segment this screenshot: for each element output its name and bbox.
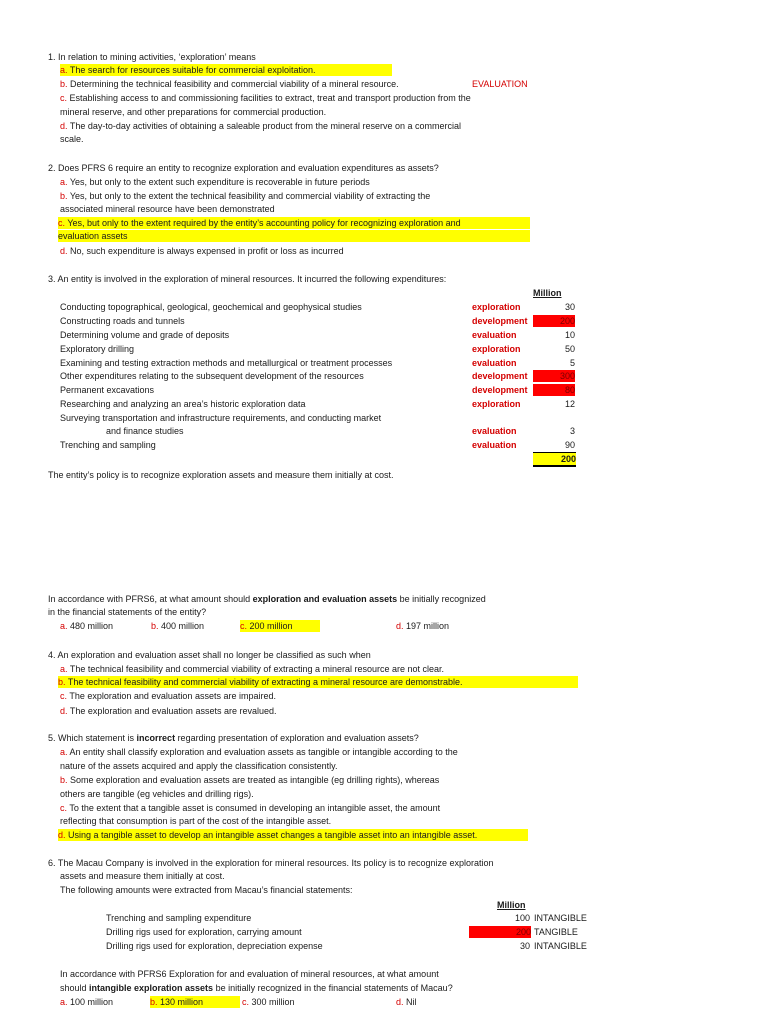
question-text: In accordance with PFRS6, at what amount should (48, 594, 253, 604)
q5-option-c-cont: reflecting that consumption is part of the cost of the intangible asset. (60, 816, 332, 826)
option-letter: b. (60, 79, 68, 89)
q2-option-c (58, 217, 530, 229)
q6-stem-cont: assets and measure them initially at cost. (60, 871, 225, 881)
option-letter: c. (58, 218, 66, 228)
option-text: Determining the technical feasibility and commercial viability of a mineral resource. (67, 79, 399, 89)
expense-tag: exploration (472, 302, 521, 312)
option-letter: a. (60, 65, 68, 75)
q4-option-c (60, 690, 276, 702)
option-text: To the extent that a tangible asset is consumed in developing an intangible asset, the amount (67, 803, 441, 813)
question-text: 5. Which statement is (48, 733, 137, 743)
option-text: Yes, but only to the extent the technical feasibility and commercial viability of extracting the (67, 191, 431, 201)
q4-option-b (58, 676, 578, 688)
expense-tag: evaluation (472, 426, 517, 436)
option-text: Using a tangible asset to develop an intangible asset changes a tangible asset into an intangible asset. (65, 830, 478, 840)
option-letter: a. (60, 664, 68, 674)
expense-amount: 80 (533, 384, 575, 396)
q5-option-a (60, 746, 458, 758)
option-text: The exploration and evaluation assets are revalued. (67, 706, 277, 716)
q3-option-b (151, 620, 204, 632)
expense-tag: evaluation (472, 358, 517, 368)
option-text: An entity shall classify exploration and evaluation assets as tangible or intangible according to the (67, 747, 458, 757)
question-bold: incorrect (136, 733, 176, 743)
option-letter: b. (150, 997, 158, 1007)
amount-value: 100 (514, 913, 530, 923)
expense-tag: exploration (472, 344, 521, 354)
option-text: The technical feasibility and commercial viability of extracting a mineral resource are not clear. (67, 664, 445, 674)
q3-option-c (240, 620, 320, 632)
option-text: 130 million (157, 997, 204, 1007)
option-letter: b. (58, 677, 66, 687)
option-text: The day-to-day activities of obtaining a saleable product from the mineral reserve on a commercial (67, 121, 462, 131)
option-letter: d. (396, 997, 404, 1007)
option-letter: d. (60, 246, 68, 256)
option-letter: b. (60, 191, 68, 201)
option-text: 400 million (158, 621, 205, 631)
option-text: No, such expenditure is always expensed in profit or loss as incurred (67, 246, 344, 256)
q3-option-a (60, 620, 113, 632)
q6-option-b (150, 996, 240, 1008)
amount-tag: INTANGIBLE (534, 941, 587, 951)
expense-amount: 10 (564, 330, 575, 340)
amount-value: 30 (519, 941, 530, 951)
q2-option-c-cont: evaluation assets (58, 230, 530, 242)
option-text: 200 million (247, 621, 293, 631)
amount-desc: Drilling rigs used for exploration, carrying amount (106, 927, 302, 937)
option-text: The technical feasibility and commercial viability of extracting a mineral resource are demonstrable. (65, 677, 463, 687)
option-letter: c. (60, 691, 68, 701)
amount-tag: INTANGIBLE (534, 913, 587, 923)
option-letter: d. (396, 621, 404, 631)
q5-option-c (60, 802, 440, 814)
q1-option-d-cont: scale. (60, 134, 84, 144)
expense-desc: Constructing roads and tunnels (60, 316, 185, 326)
q6-option-d (396, 996, 417, 1008)
q1-option-c-cont: mineral reserve, and other preparations for commercial production. (60, 107, 327, 117)
option-letter: a. (60, 177, 68, 187)
q2-option-d (60, 245, 344, 257)
expense-desc: Conducting topographical, geological, geochemical and geophysical studies (60, 302, 362, 312)
q4-stem: 4. An exploration and evaluation asset shall no longer be classified as such when (48, 650, 371, 660)
option-letter: a. (60, 621, 68, 631)
option-text: 100 million (67, 997, 114, 1007)
q3-question-cont: in the financial statements of the entity? (48, 607, 207, 617)
amount-tag: TANGIBLE (534, 927, 578, 937)
expense-tag: evaluation (472, 440, 517, 450)
expense-tag: development (472, 385, 528, 395)
option-text: 197 million (403, 621, 450, 631)
q6-stem: 6. The Macau Company is involved in the exploration for mineral resources. Its policy is to recognize exploration (48, 858, 494, 868)
q6-option-a (60, 996, 113, 1008)
q2-stem: 2. Does PFRS 6 require an entity to recognize exploration and evaluation expenditures as assets? (48, 163, 439, 173)
expense-amount: 5 (569, 358, 575, 368)
expense-desc: Trenching and sampling (60, 440, 156, 450)
option-text: The exploration and evaluation assets are impaired. (67, 691, 276, 701)
option-letter: a. (60, 747, 68, 757)
question-bold: intangible exploration assets (89, 983, 214, 993)
expense-desc: Surveying transportation and infrastructure requirements, and conducting market (60, 413, 382, 423)
option-letter: a. (60, 997, 68, 1007)
expense-tag: development (472, 371, 528, 381)
q1-option-d (60, 120, 461, 132)
question-text: regarding presentation of exploration and evaluation assets? (175, 733, 419, 743)
expense-desc: Permanent excavations (60, 385, 155, 395)
expense-amount: 50 (564, 344, 575, 354)
q1-b-note: EVALUATION (472, 79, 528, 89)
q5-option-b-cont: others are tangible (eg vehicles and drilling rigs). (60, 789, 254, 799)
question-text: should (60, 983, 90, 993)
q5-option-d (58, 829, 528, 841)
q3-stem: 3. An entity is involved in the exploration of mineral resources. It incurred the following expenditures: (48, 274, 447, 284)
q1-option-c (60, 92, 471, 104)
q5-option-a-cont: nature of the assets acquired and apply the classification consistently. (60, 761, 338, 771)
q3-option-d (396, 620, 449, 632)
q6-option-c (242, 996, 295, 1008)
expense-tag: development (472, 316, 528, 326)
option-text: 300 million (249, 997, 295, 1007)
expense-tag: exploration (472, 399, 521, 409)
expense-tag: evaluation (472, 330, 517, 340)
expense-desc: Examining and testing extraction methods and metallurgical or treatment processes (60, 358, 393, 368)
expense-amount: 30 (564, 302, 575, 312)
q6-unit-header: Million (497, 900, 526, 910)
q4-option-a (60, 663, 444, 675)
question-text: be initially recognized in the financial statements of Macau? (213, 983, 453, 993)
expense-amount: 3 (569, 426, 575, 436)
option-letter: c. (242, 997, 250, 1007)
q2-option-b (60, 190, 430, 202)
q4-option-d (60, 705, 276, 717)
expense-desc: Other expenditures relating to the subsequent development of the resources (60, 371, 364, 381)
expense-desc: and finance studies (106, 426, 184, 436)
expense-desc: Researching and analyzing an area’s historic exploration data (60, 399, 306, 409)
option-text: Yes, but only to the extent such expenditure is recoverable in future periods (67, 177, 370, 187)
option-letter: b. (151, 621, 159, 631)
q6-question: In accordance with PFRS6 Exploration for and evaluation of mineral resources, at what amount (60, 969, 439, 979)
option-text: Yes, but only to the extent required by the entity’s accounting policy for recognizing exploration and (65, 218, 461, 228)
option-text: Establishing access to and commissioning facilities to extract, treat and transport production from the (67, 93, 471, 103)
expense-desc: Exploratory drilling (60, 344, 135, 354)
q6-question-cont (60, 982, 453, 994)
q5-option-b (60, 774, 439, 786)
option-text: Some exploration and evaluation assets are treated as intangible (eg drilling rights), whereas (67, 775, 440, 785)
option-text: 480 million (67, 621, 114, 631)
expense-amount: 300 (533, 370, 575, 382)
option-text: The search for resources suitable for commercial exploitation. (67, 65, 316, 75)
question-text: be initially recognized (397, 594, 486, 604)
amount-desc: Trenching and sampling expenditure (106, 913, 252, 923)
q6-stem-cont: The following amounts were extracted from Macau’s financial statements: (60, 885, 353, 895)
q2-option-a (60, 176, 370, 188)
q2-option-b-cont: associated mineral resource have been demonstrated (60, 204, 275, 214)
option-letter: d. (58, 830, 66, 840)
option-letter: d. (60, 121, 68, 131)
option-letter: b. (60, 775, 68, 785)
q1-option-b (60, 78, 399, 90)
q3-unit-header: Million (533, 288, 562, 298)
amount-value: 200 (469, 926, 531, 938)
option-letter: c. (60, 803, 68, 813)
option-text: Nil (403, 997, 417, 1007)
option-letter: c. (60, 93, 68, 103)
q3-policy: The entity’s policy is to recognize exploration assets and measure them initially at cost. (48, 470, 394, 480)
option-letter: c. (240, 621, 248, 631)
expense-desc: Determining volume and grade of deposits (60, 330, 230, 340)
expense-amount: 200 (533, 315, 575, 327)
q3-question (48, 593, 486, 605)
q1-option-a (60, 64, 392, 76)
amount-desc: Drilling rigs used for exploration, depreciation expense (106, 941, 323, 951)
expense-amount: 12 (564, 399, 575, 409)
q5-stem (48, 732, 419, 744)
expense-amount: 90 (564, 440, 575, 450)
option-letter: d. (60, 706, 68, 716)
q1-stem: 1. In relation to mining activities, ‘exploration’ means (48, 52, 256, 62)
question-bold: exploration and evaluation assets (252, 594, 398, 604)
expense-total: 200 (533, 452, 576, 467)
